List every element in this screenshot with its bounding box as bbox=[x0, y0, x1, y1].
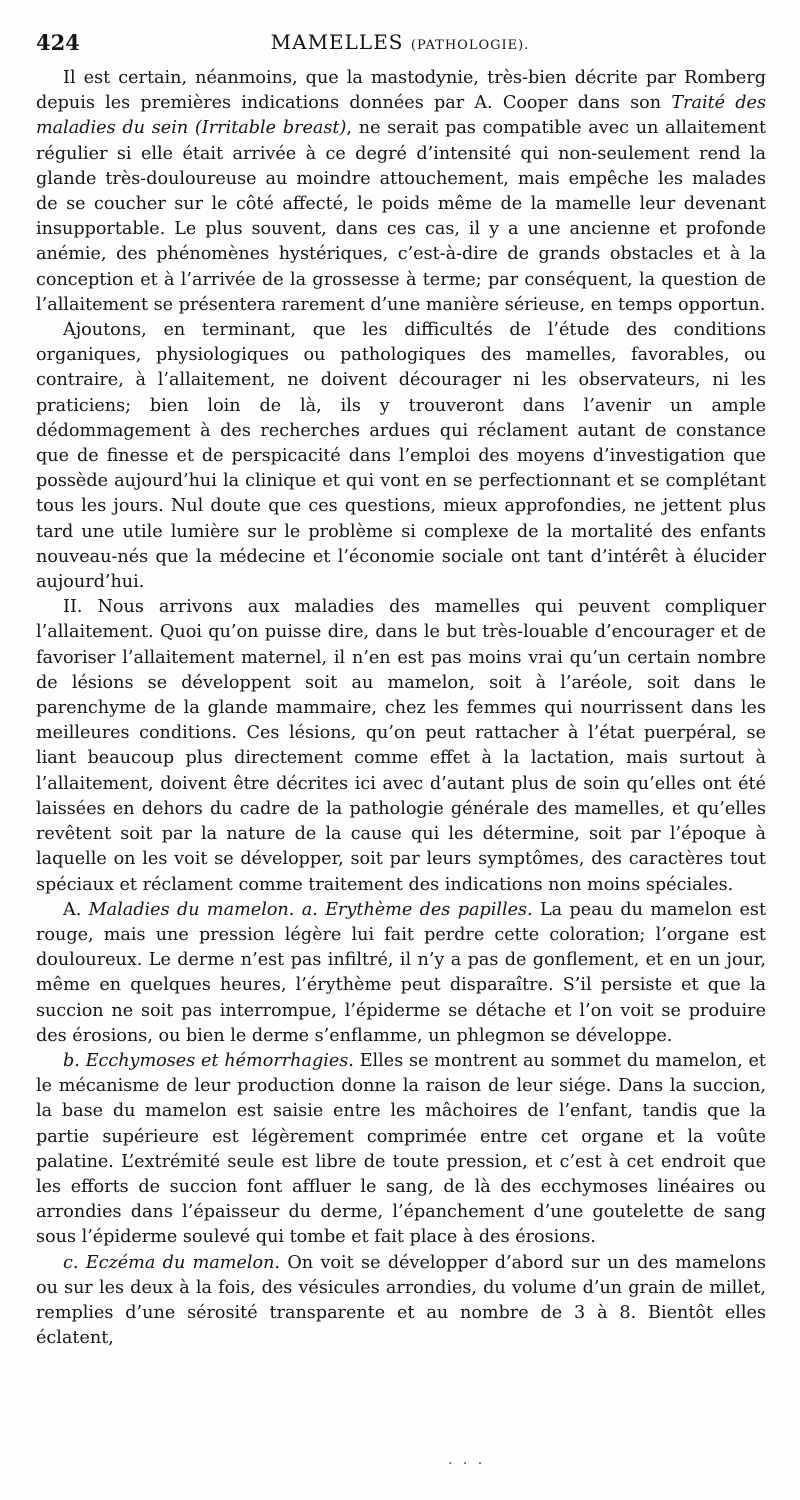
running-title-sub: (PATHOLOGIE). bbox=[410, 38, 530, 53]
page-header bbox=[36, 30, 764, 64]
paragraph-text: , ne serait pas compatible avec un allaitement régulier si elle était arrivée à ce degré d’intensité qui non-seulement rend la glande très-douloureuse au moindre attouchement, mais empêche les malades de se coucher sur le côté affecté, le poids même de la mamelle leur devenant insupportable. Le plus souvent, dans ces cas, il y a une ancienne et profonde anémie, des phénomènes hystériques, c’est-à-dire de grands obstacles et à la conception et à l’arrivée de la grossesse à terme; par conséquent, la question de l’allaitement se présentera rarement d’une manière sérieuse, en temps opportun. bbox=[36, 118, 767, 315]
paragraph-mastodynie bbox=[36, 66, 766, 318]
paragraph-text: Elles se montrent au sommet du mamelon, et le mécanisme de leur production donne la raison de leur siége. Dans la succion, la base du mamelon est saisie entre les mâchoires de l’enfant, tandis que la partie supérieure est légèrement comprimée entre cet organe et la voûte palatine. L’extrémité seule est libre de toute pression, et c’est à cet endroit que les efforts de succion font affluer le sang, de là des ecchymoses linéaires ou arrondies dans l’épaisseur du derme, l’épanchement d’une goutelette de sang sous l’épiderme soulevé qui tombe et fait place à des érosions. bbox=[36, 1050, 766, 1248]
paragraph-text: II. Nous arrivons aux maladies des mamelles qui peuvent compliquer l’allaitement. Quoi qu’on puisse dire, dans le but très-louable d’encourager et de favoriser l’allaitement maternel, il n’en est pas moins vrai qu’un certain nombre de lésions se développent soit au mamelon, soit à l’aréole, soit dans le parenchyme de la glande mammaire, chez les femmes qui nourrissent dans les meilleures conditions. Ces lésions, qu’on peut rattacher à l’état puerpéral, se liant beaucoup plus directement comme effet à la lactation, mais surtout à l’allaitement, doivent être décrites ici avec d’autant plus de soin qu’elles ont été laissées en dehors du cadre de la pathologie générale des mamelles, et qu’elles revêtent soit par la nature de la cause qui les détermine, soit par l’époque à laquelle on les voit se développer, soit par leurs symptômes, des caractères tout spéciaux et réclament comme traitement des indications non moins spéciales. bbox=[36, 597, 766, 895]
paragraph-ecchymoses bbox=[36, 1049, 766, 1251]
spacer bbox=[294, 900, 301, 920]
section-letter: A. bbox=[63, 899, 89, 920]
paragraph-maladies-du-mamelon bbox=[36, 898, 766, 1049]
book-title: Traité des maladies du sein (Irritable breast) bbox=[36, 93, 766, 139]
subsection-heading: c. Eczéma du mamelon. bbox=[63, 1252, 281, 1273]
running-title bbox=[36, 30, 764, 54]
paragraph-text: Ajoutons, en terminant, que les difficultés de l’étude des conditions organiques, physiologiques ou pathologiques des mamelles, favorables, ou contraire, à l’allaitement, ne doivent décourager ni les observateurs, ni les praticiens; bien loin de là, ils y trouveront dans l’avenir un ample dédommagement à des recherches ardues qui réclament autant de constance que de finesse et de perspicacité dans l’emploi des moyens d’investigation que possède aujourd’hui la clinique et qui vont en se perfectionnant et se complétant tous les jours. Nul doute que ces questions, mieux approfondies, ne jettent plus tard une utile lumière sur le problème si complexe de la mortalité des enfants nouveau-nés que la médecine et l’économie sociale ont tant d’intérêt à élucider aujourd’hui. bbox=[36, 320, 766, 593]
running-title-main: MAMELLES bbox=[270, 30, 404, 54]
paragraph-section-ii bbox=[36, 595, 766, 897]
section-heading: Maladies du mamelon. bbox=[88, 899, 295, 920]
paragraph-ajoutons bbox=[36, 318, 766, 595]
subsection-heading: a. Erythème des papilles. bbox=[301, 899, 533, 920]
page-body bbox=[36, 66, 766, 1351]
paragraph-eczema bbox=[36, 1251, 766, 1352]
paragraph-text: La peau du mamelon est rouge, mais une pression légère lui fait perdre cette coloration; l’organe est douloureux. Le derme n’est pas infiltré, il n’y a pas de gonflement, et en un jour, même en quelques heures, l’érythème peut disparaître. S’il persiste et que la succion ne soit pas interrompue, l’épiderme se détache et l’on voit se produire des érosions, ou bien le derme s’enflamme, un phlegmon se développe. bbox=[36, 899, 767, 1046]
paragraph-text: On voit se développer d’abord sur un des mamelons ou sur les deux à la fois, des vésicules arrondies, du volume d’un grain de millet, remplies d’une sérosité transparente et au nombre de 3 à 8. Bientôt elles éclatent, bbox=[36, 1252, 766, 1349]
page-number: 424 bbox=[36, 30, 80, 55]
paragraph-text: Il est certain, néanmoins, que la mastodynie, très-bien décrite par Romberg depuis les premières indications données par A. Cooper dans son bbox=[36, 68, 766, 114]
footer-mark: . . . bbox=[448, 1452, 486, 1468]
subsection-heading: b. Ecchymoses et hémorrhagies. bbox=[63, 1050, 354, 1071]
